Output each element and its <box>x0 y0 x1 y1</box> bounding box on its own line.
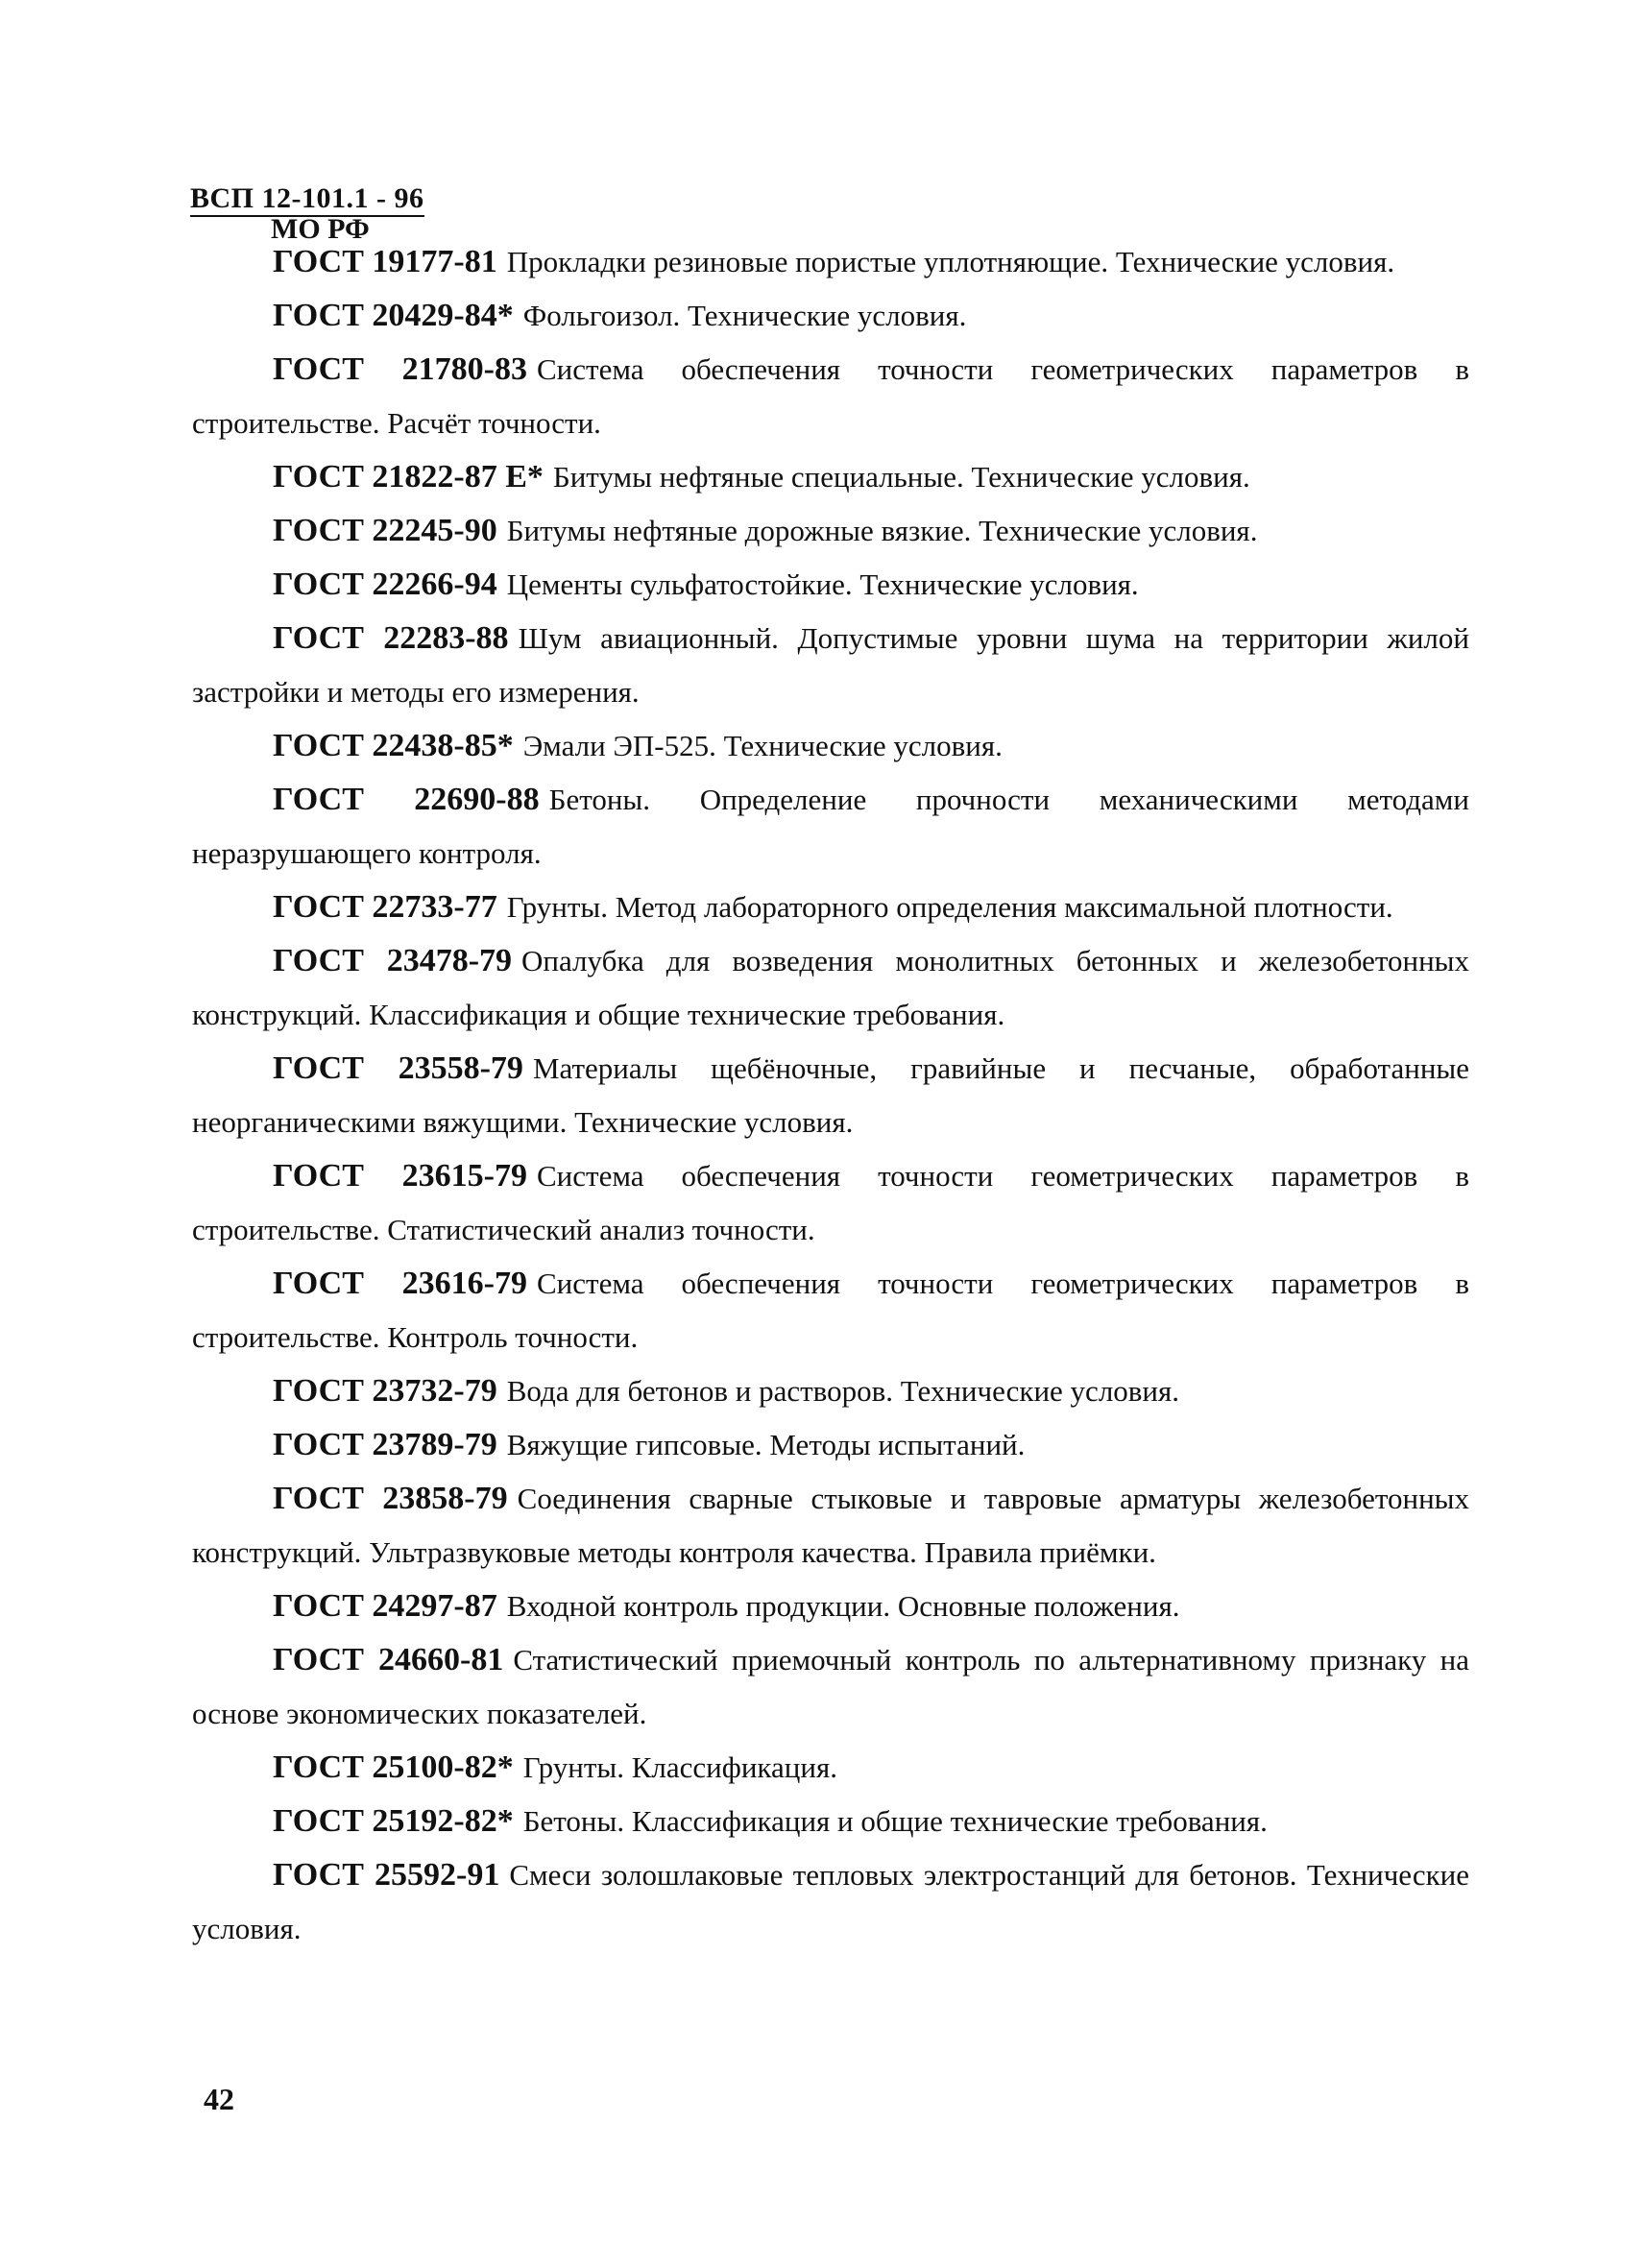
reference-item <box>192 1257 1469 1364</box>
reference-title: Вода для бетонов и растворов. Технические условия. <box>506 1374 1180 1408</box>
reference-title: Битумы нефтяные специальные. Технические условия. <box>552 460 1250 494</box>
reference-title: Система обеспечения точности геометрических параметров в строительстве. Статистический анализ точности. <box>192 1159 1469 1246</box>
reference-title: Бетоны. Определение прочности механическими методами неразрушающего контроля. <box>192 783 1469 870</box>
reference-title: Система обеспечения точности геометрических параметров в строительстве. Расчёт точности. <box>192 352 1469 440</box>
reference-code: ГОСТ 22266-94 <box>273 567 497 602</box>
reference-code: ГОСТ 21822-87 Е* <box>273 459 544 495</box>
reference-item <box>192 773 1469 881</box>
reference-item <box>192 343 1469 450</box>
reference-item <box>192 1472 1469 1580</box>
reference-code: ГОСТ 20429-84* <box>273 298 514 333</box>
reference-code: ГОСТ 24297-87 <box>273 1588 497 1624</box>
reference-item <box>192 235 1469 289</box>
reference-item <box>192 1149 1469 1257</box>
document-organization: МО РФ <box>271 213 370 245</box>
reference-item <box>192 1795 1469 1848</box>
reference-code: ГОСТ 25100-82* <box>273 1749 514 1785</box>
document-code: ВСП 12-101.1 - 96 <box>190 182 424 217</box>
reference-code: ГОСТ 22245-90 <box>273 513 497 548</box>
reference-title: Смеси золошлаковые тепловых электростанций для бетонов. Технические условия. <box>192 1858 1470 1945</box>
reference-item <box>192 1580 1469 1633</box>
reference-title: Фольгоизол. Технические условия. <box>522 299 967 332</box>
reference-title: Опалубка для возведения монолитных бетонных и железобетонных конструкций. Классификация и общие технические требования. <box>192 944 1469 1031</box>
reference-item <box>192 450 1469 504</box>
reference-code: ГОСТ 23789-79 <box>273 1427 497 1462</box>
reference-item <box>192 1418 1469 1472</box>
reference-item <box>192 1042 1469 1149</box>
reference-code: ГОСТ 25192-82* <box>273 1803 514 1839</box>
page-number: 42 <box>204 2082 234 2116</box>
reference-code: ГОСТ 22690-88 <box>273 782 540 817</box>
reference-title: Вяжущие гипсовые. Методы испытаний. <box>506 1428 1026 1461</box>
reference-item <box>192 558 1469 612</box>
reference-item <box>192 1364 1469 1418</box>
reference-title: Битумы нефтяные дорожные вязкие. Технические условия. <box>506 514 1258 547</box>
reference-title: Цементы сульфатостойкие. Технические условия. <box>506 567 1139 601</box>
reference-title: Прокладки резиновые пористые уплотняющие. Технические условия. <box>506 245 1395 278</box>
reference-code: ГОСТ 22733-77 <box>273 889 497 925</box>
reference-title: Грунты. Классификация. <box>522 1750 837 1784</box>
reference-item <box>192 612 1469 719</box>
reference-code: ГОСТ 23478-79 <box>273 943 513 978</box>
reference-code: ГОСТ 19177-81 <box>273 244 497 279</box>
reference-title: Бетоны. Классификация и общие технические требования. <box>522 1804 1268 1838</box>
reference-item <box>192 1633 1469 1741</box>
reference-code: ГОСТ 25592-91 <box>273 1857 500 1893</box>
reference-item <box>192 881 1469 934</box>
reference-title: Материалы щебёночные, гравийные и песчаные, обработанные неорганическими вяжущими. Технические условия. <box>192 1051 1469 1139</box>
reference-title: Соединения сварные стыковые и тавровые арматуры железобетонных конструкций. Ультразвуковые методы контроля качества. Правила приёмки. <box>192 1482 1470 1569</box>
reference-code: ГОСТ 22283-88 <box>273 620 509 656</box>
reference-item <box>192 934 1469 1042</box>
reference-title: Статистический приемочный контроль по альтернативному признаку на основе экономических показателей. <box>192 1643 1469 1730</box>
reference-title: Входной контроль продукции. Основные положения. <box>506 1589 1180 1623</box>
reference-code: ГОСТ 23732-79 <box>273 1373 497 1409</box>
reference-code: ГОСТ 24660-81 <box>273 1642 504 1677</box>
reference-code: ГОСТ 23858-79 <box>273 1481 508 1516</box>
reference-title: Эмали ЭП-525. Технические условия. <box>522 729 1003 762</box>
reference-title: Грунты. Метод лабораторного определения максимальной плотности. <box>506 890 1393 924</box>
reference-code: ГОСТ 23615-79 <box>273 1158 527 1194</box>
reference-item <box>192 504 1469 558</box>
reference-title: Шум авиационный. Допустимые уровни шума на территории жилой застройки и методы его измерения. <box>192 621 1469 709</box>
reference-code: ГОСТ 23616-79 <box>273 1266 527 1301</box>
reference-item <box>192 719 1469 773</box>
reference-item <box>192 289 1469 343</box>
reference-code: ГОСТ 23558-79 <box>273 1050 523 1086</box>
reference-code: ГОСТ 22438-85* <box>273 728 514 763</box>
reference-code: ГОСТ 21780-83 <box>273 351 527 387</box>
reference-title: Система обеспечения точности геометрических параметров в строительстве. Контроль точности. <box>192 1267 1469 1354</box>
reference-item <box>192 1741 1469 1795</box>
reference-list <box>192 235 1469 1956</box>
reference-item <box>192 1848 1469 1956</box>
